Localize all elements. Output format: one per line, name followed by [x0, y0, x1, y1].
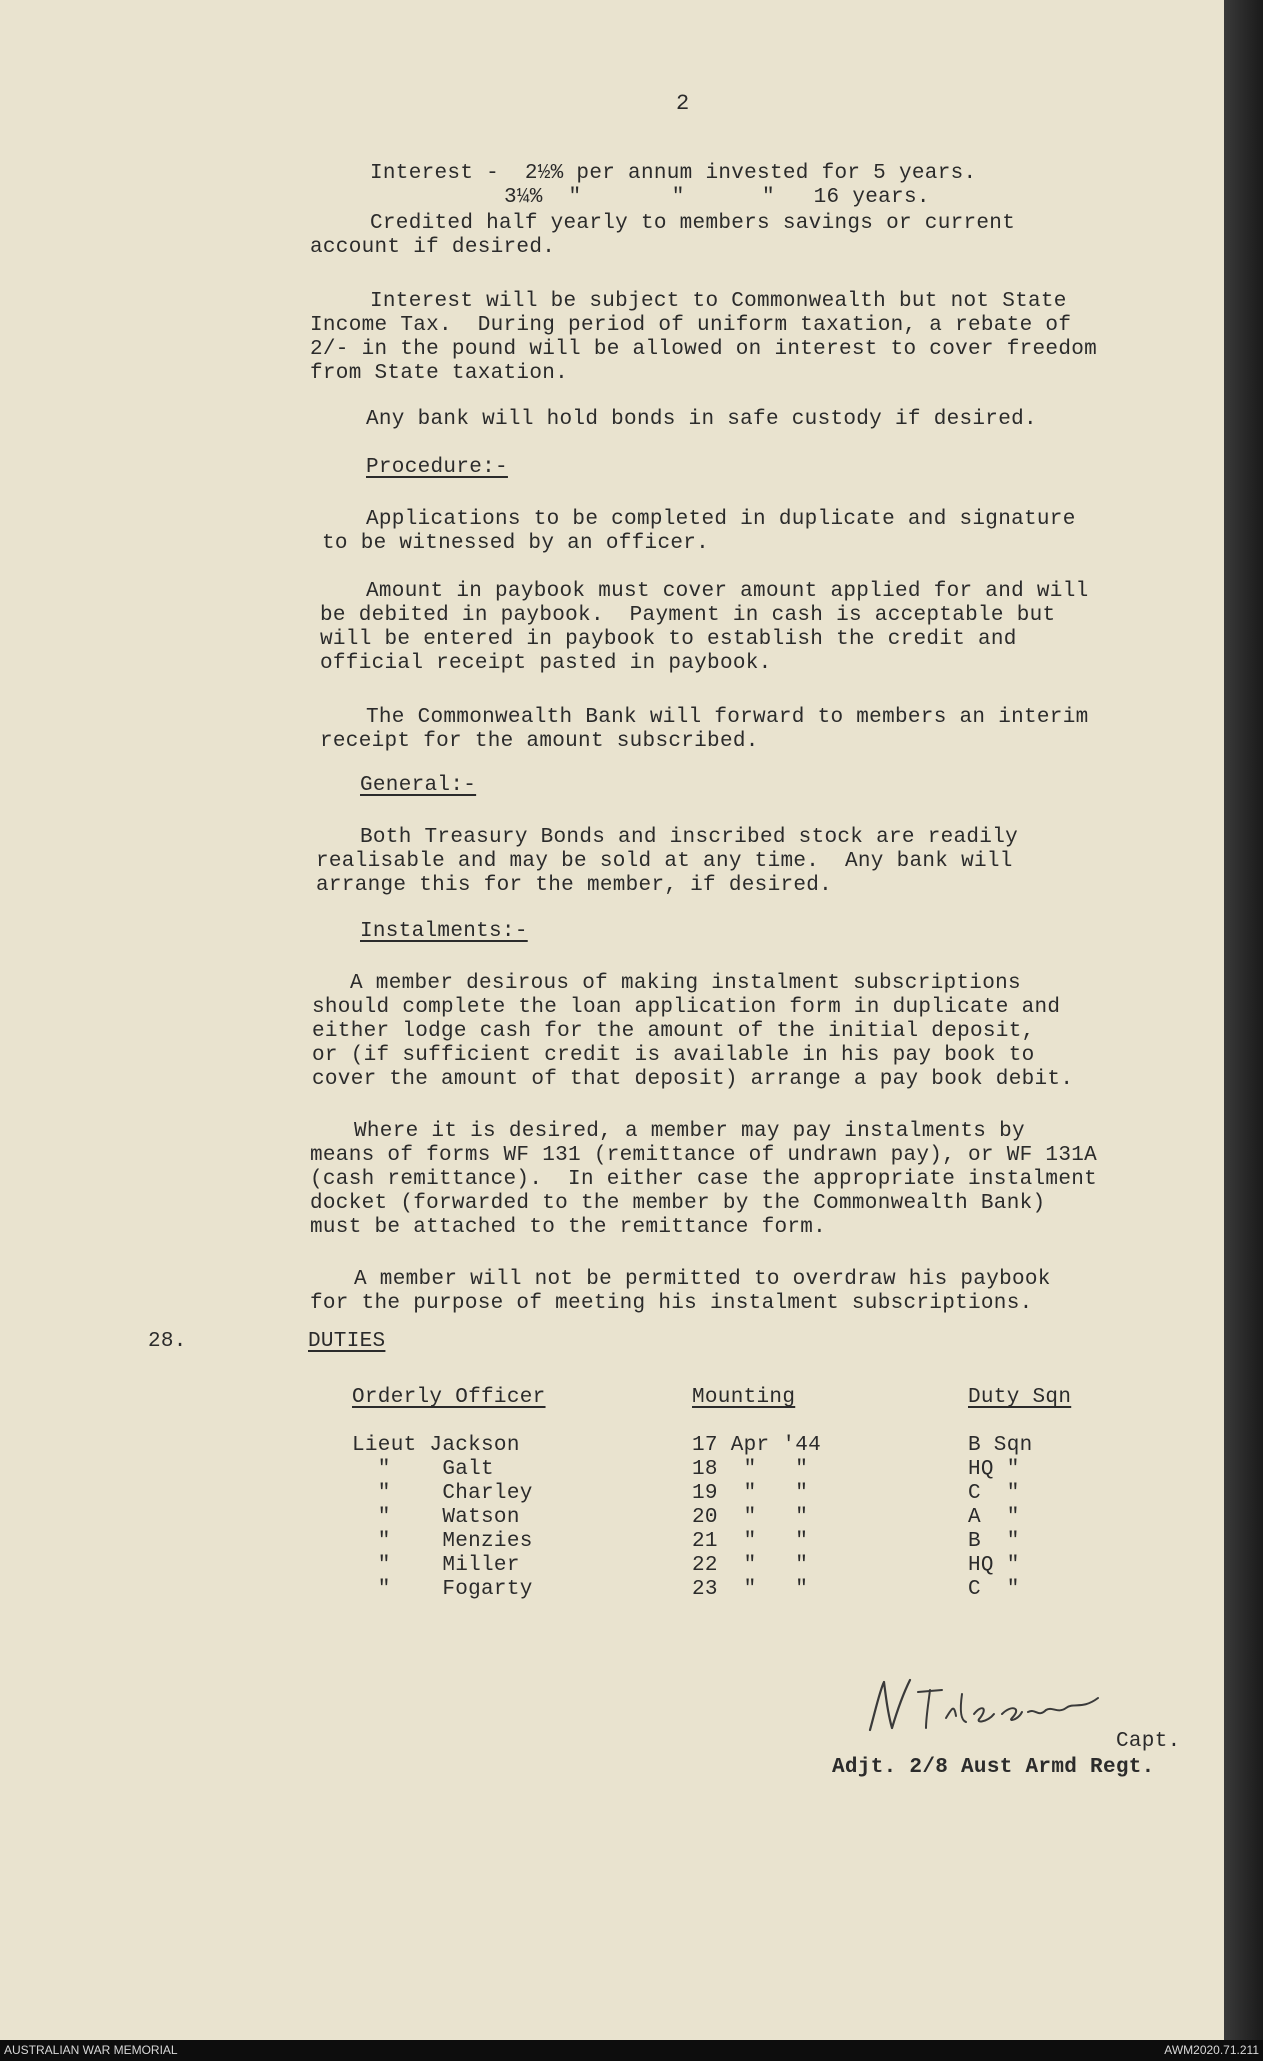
general-heading: General:- [360, 774, 477, 797]
column-header-mounting: Mounting [692, 1386, 796, 1409]
interest-line-2: 3¼% " " " 16 years. [504, 186, 930, 209]
instalments-p2-line-1: Where it is desired, a member may pay instalments by [354, 1120, 1025, 1143]
instalments-p2-line-3: (cash remittance). In either case the appropriate instalment [310, 1168, 1098, 1191]
procedure-p2-line-2: be debited in paybook. Payment in cash is acceptable but [320, 604, 1056, 627]
table-row-officer: " Fogarty [352, 1578, 533, 1601]
table-row-mounting: 19 " " [692, 1482, 809, 1505]
signature [862, 1668, 1142, 1748]
interest-line-1: Interest - 2½% per annum invested for 5 years. [370, 162, 977, 185]
table-row-officer: " Watson [352, 1506, 520, 1529]
table-row-officer: Lieut Jackson [352, 1434, 520, 1457]
duties-heading: DUTIES [308, 1330, 386, 1353]
tax-line-3: 2/- in the pound will be allowed on interest to cover freedom [310, 338, 1098, 361]
table-row-officer: " Charley [352, 1482, 533, 1505]
footer [0, 2040, 1263, 2061]
instalments-p2-line-4: docket (forwarded to the member by the Commonwealth Bank) [310, 1192, 1046, 1215]
scan-edge [1224, 0, 1263, 2040]
table-row-mounting: 18 " " [692, 1458, 809, 1481]
table-row-officer: " Galt [352, 1458, 494, 1481]
credited-line-1: Credited half yearly to members savings or current [370, 212, 1016, 235]
table-row-mounting: 21 " " [692, 1530, 809, 1553]
general-line-1: Both Treasury Bonds and inscribed stock are readily [360, 826, 1019, 849]
general-line-2: realisable and may be sold at any time. Any bank will [316, 850, 1013, 873]
instalments-p2-line-2: means of forms WF 131 (remittance of undrawn pay), or WF 131A [310, 1144, 1098, 1167]
procedure-p2-line-4: official receipt pasted in paybook. [320, 652, 772, 675]
procedure-p1-line-2: to be witnessed by an officer. [322, 532, 710, 555]
procedure-p2-line-3: will be entered in paybook to establish the credit and [320, 628, 1017, 651]
column-header-sqn: Duty Sqn [968, 1386, 1072, 1409]
instalments-p1-line-1: A member desirous of making instalment subscriptions [350, 972, 1021, 995]
table-row-sqn: C " [968, 1482, 1020, 1505]
instalments-p1-line-4: or (if sufficient credit is available in his pay book to [312, 1044, 1035, 1067]
instalments-p1-line-2: should complete the loan application form in duplicate and [312, 996, 1061, 1019]
instalments-p3-line-1: A member will not be permitted to overdraw his paybook [354, 1268, 1051, 1291]
table-row-mounting: 17 Apr '44 [692, 1434, 822, 1457]
footer-left-label: AUSTRALIAN WAR MEMORIAL [4, 2043, 178, 2057]
table-row-mounting: 20 " " [692, 1506, 809, 1529]
table-row-sqn: B " [968, 1530, 1020, 1553]
procedure-heading: Procedure:- [366, 456, 508, 479]
instalments-p1-line-3: either lodge cash for the amount of the initial deposit, [312, 1020, 1035, 1043]
column-header-officer: Orderly Officer [352, 1386, 546, 1409]
tax-line-4: from State taxation. [310, 362, 569, 385]
signatory-rank: Capt. [1116, 1730, 1181, 1753]
table-row-officer: " Miller [352, 1554, 520, 1577]
table-row-sqn: HQ " [968, 1554, 1020, 1577]
table-row-mounting: 23 " " [692, 1578, 809, 1601]
section-number: 28. [148, 1330, 187, 1353]
instalments-p1-line-5: cover the amount of that deposit) arrange a pay book debit. [312, 1068, 1074, 1091]
table-row-sqn: HQ " [968, 1458, 1020, 1481]
table-row-officer: " Menzies [352, 1530, 533, 1553]
signatory-title: Adjt. 2/8 Aust Armd Regt. [832, 1756, 1155, 1779]
custody-line: Any bank will hold bonds in safe custody if desired. [366, 408, 1037, 431]
page-number: 2 [676, 91, 690, 116]
general-line-3: arrange this for the member, if desired. [316, 874, 833, 897]
table-row-mounting: 22 " " [692, 1554, 809, 1577]
table-row-sqn: A " [968, 1506, 1020, 1529]
tax-line-1: Interest will be subject to Commonwealth but not State [370, 290, 1067, 313]
credited-line-2: account if desired. [310, 236, 556, 259]
instalments-p3-line-2: for the purpose of meeting his instalment subscriptions. [310, 1292, 1033, 1315]
table-row-sqn: B Sqn [968, 1434, 1033, 1457]
footer-right-label: AWM2020.71.211 [1164, 2043, 1259, 2057]
instalments-heading: Instalments:- [360, 920, 528, 943]
procedure-p3-line-1: The Commonwealth Bank will forward to members an interim [366, 706, 1089, 729]
instalments-p2-line-5: must be attached to the remittance form. [310, 1216, 827, 1239]
procedure-p1-line-1: Applications to be completed in duplicate and signature [366, 508, 1076, 531]
tax-line-2: Income Tax. During period of uniform taxation, a rebate of [310, 314, 1072, 337]
procedure-p2-line-1: Amount in paybook must cover amount applied for and will [366, 580, 1089, 603]
table-row-sqn: C " [968, 1578, 1020, 1601]
procedure-p3-line-2: receipt for the amount subscribed. [320, 730, 759, 753]
signature-graphic [862, 1668, 1142, 1748]
